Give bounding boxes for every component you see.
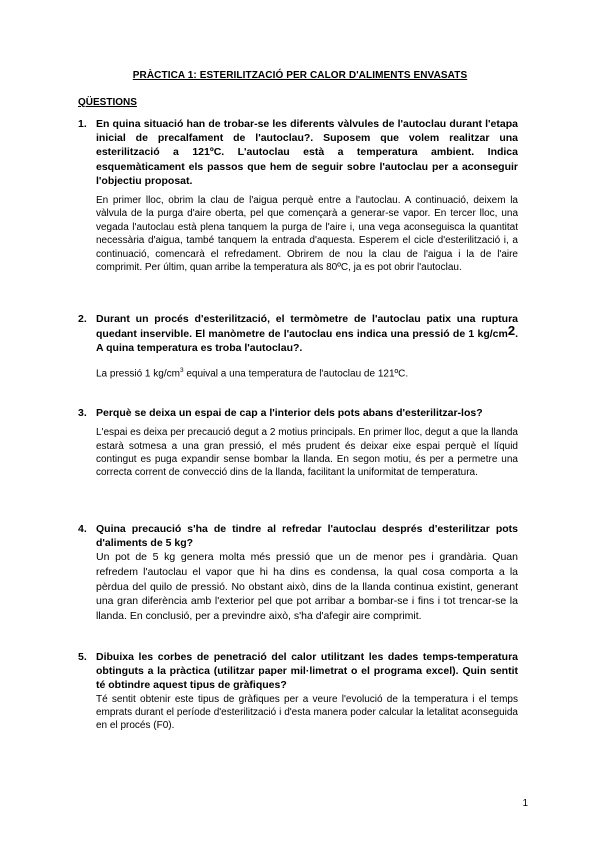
page-number: 1 — [522, 798, 528, 809]
question-text: Durant un procés d'esterilització, el termòmetre de l'autoclau patix una ruptura quedant inservible. El manòmetre de l'autoclau ens indica una pressió de 1 $kg/cm^2$. A quina temperatura es troba l'autoclau?. — [96, 313, 518, 355]
question-number: 5. — [78, 651, 87, 663]
question-text: Quina precaució s'ha de tindre al refredar l'autoclau després d'esterilitzar pots d'aliments de 5 kg? — [96, 523, 518, 550]
question-4 — [78, 522, 518, 623]
question-2 — [78, 312, 518, 380]
answer-text: Té sentit obtenir este tipus de gràfiques per a veure l'evolució de la temperatura i el temps emprats durant el període d'esterilització i d'esta manera poder calcular la letalitat aconseguida en el procés (F0). — [96, 693, 518, 732]
answer-text: En primer lloc, obrim la clau de l'aigua perquè entre a l'autoclau. A continuació, deixem la vàlvula de la purga d'aire oberta, pel que començarà a generar-se vapor. En tercer lloc, una vegada l'autoclau està plena tanquem la purga de l'aire i, una vega aconseguisca la quantitat necessària d'aigua, també tanquem la entrada d'aquesta. Esperem el cicle d'esterilització i, a continuació, comencarà el refredament. Obrirem de nou la clau de l'aigua i la de l'aire comprimit. Per últim, quan arribe la temperatura als 80ºC, ja es pot obrir l'autoclau. — [96, 195, 518, 274]
question-number: 4. — [78, 523, 87, 535]
section-heading: QÜESTIONS — [78, 97, 137, 108]
question-number: 1. — [78, 118, 87, 130]
question-1 — [78, 117, 518, 274]
question-number: 2. — [78, 313, 87, 325]
answer-text: Un pot de 5 kg genera molta més pressió que un de menor pes i grandària. Quan refredem l'autoclau el vapor que hi ha dins es condensa, la qual cosa comporta a la pèrdua del quilo de pressió. No obstant això, dins de la llanda continua existint, generant una gran diferència amb l'exterior pel que pot arribar a bombar-se i fins i tot trencar-se la llanda. En conclusió, per a previndre això, s'ha d'afegir aire comprimit. — [96, 551, 518, 622]
question-number: 3. — [78, 407, 87, 419]
answer-text: L'espai es deixa per precaució degut a 2 motius principals. En primer lloc, degut a que la llanda estarà sotmesa a una gran pressió, el més prudent és deixar eixe espai perquè el líquid contingut es puga expandir sense bombar la llanda. En segon motiu, és per a permetre una correcta corrent de convecció dins de la llanda, facilitant la uniformitat de temperatura. — [96, 427, 518, 479]
question-5 — [78, 650, 518, 733]
question-text: Dibuixa les corbes de penetració del calor utilitzant les dades temps-temperatura obtinguts a la pràctica (utilitzar paper mil·limetrat o el programa excel). Quin sentit té obtindre aquest tipus de gràfiques? — [96, 651, 518, 692]
document-title: PRÀCTICA 1: ESTERILITZACIÓ PER CALOR D'ALIMENTS ENVASATS — [132, 70, 468, 81]
question-text: En quina situació han de trobar-se les diferents vàlvules de l'autoclau durant l'etapa inicial de precalfament de l'autoclau?. Suposem que volem realitzar una esterilització a 121ºC. L'autoclau està a temperatura ambient. Indica esquemàticament els passos que hem de seguir sobre l'autoclau per a aconseguir l'objectiu proposat. — [96, 118, 518, 187]
question-3 — [78, 406, 518, 480]
question-text: Perquè se deixa un espai de cap a l'interior dels pots abans d'esterilitzar-los? — [96, 407, 483, 419]
answer-text: La pressió 1 $kg/cm^3$ equival a una temperatura de l'autoclau de 121ºC. — [96, 366, 409, 379]
